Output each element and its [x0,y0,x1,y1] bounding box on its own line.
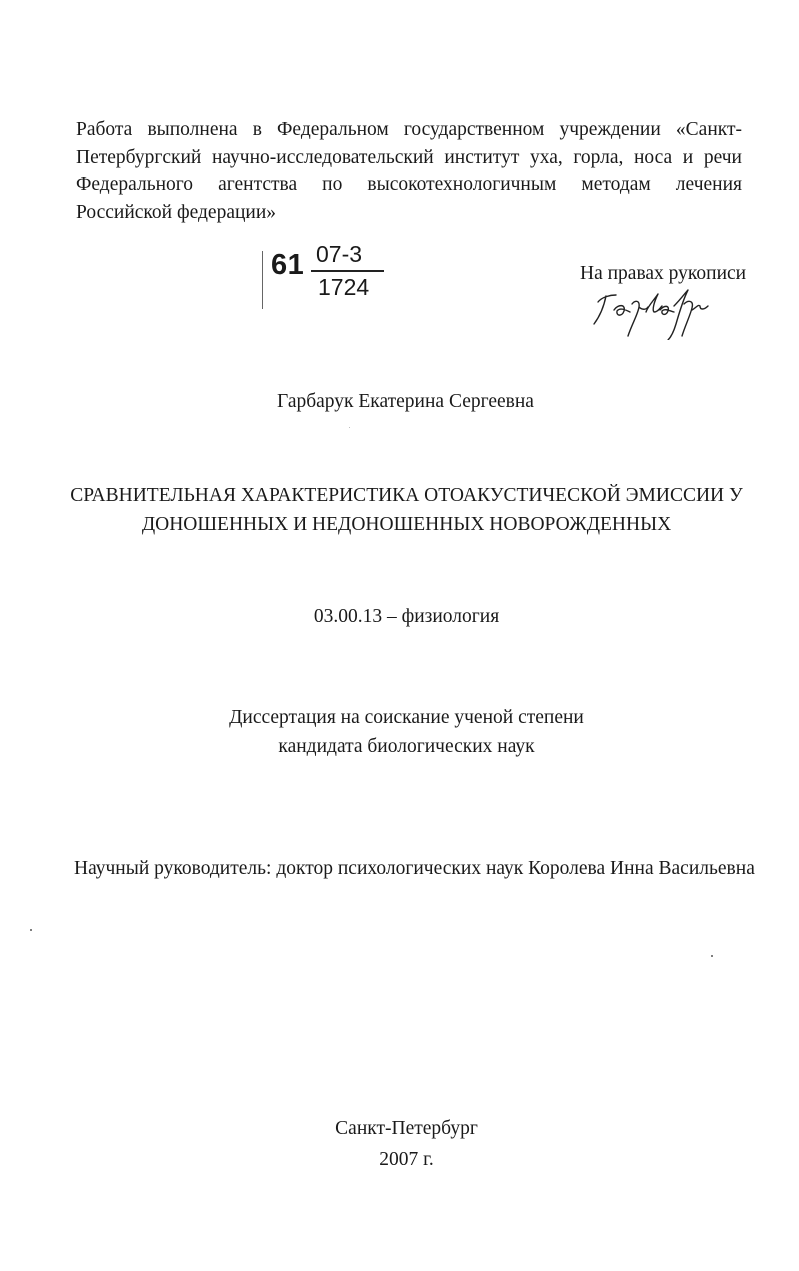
degree-line-1: Диссертация на соискание ученой степени [229,707,584,728]
scan-speck [711,955,713,957]
code-denominator: 1724 [318,274,370,300]
title-line-2: ДОНОШЕННЫХ И НЕДОНОШЕННЫХ НОВОРОЖДЕННЫХ [141,514,672,535]
dissertation-title [0,481,799,539]
code-fraction-line [311,270,384,272]
scan-speck [349,427,350,428]
degree-line-2: кандидата биологических наук [278,736,535,757]
code-numerator: 07-3 [316,241,363,267]
code-prefix: 61 [271,249,305,281]
degree-statement [0,703,799,761]
scan-speck [30,929,32,931]
scientific-supervisor: Научный руководитель: доктор психологических наук Королева Инна Васильевна [74,858,755,879]
institution-paragraph: Работа выполнена в Федеральном государственном учреждении «Санкт-Петербургский научно-исследовательский институт уха, горла, носа и речи Федерального агентства по высокотехнологичным методам лечения Российской федерации» [76,119,742,223]
year: 2007 г. [379,1149,434,1170]
title-line-1: СРАВНИТЕЛЬНАЯ ХАРАКТЕРИСТИКА ОТОАКУСТИЧЕСКОЙ ЭМИССИИ У [70,485,743,506]
code-margin-bar [262,251,263,309]
specialty-code: 03.00.13 – физиология [313,606,500,627]
handwritten-signature [588,280,718,340]
place-and-year [0,1113,799,1175]
city: Санкт-Петербург [335,1118,478,1139]
author-name: Гарбарук Екатерина Сергеевна [277,391,534,412]
manuscript-rights-label: На правах рукописи [580,263,747,284]
library-code [262,243,392,305]
